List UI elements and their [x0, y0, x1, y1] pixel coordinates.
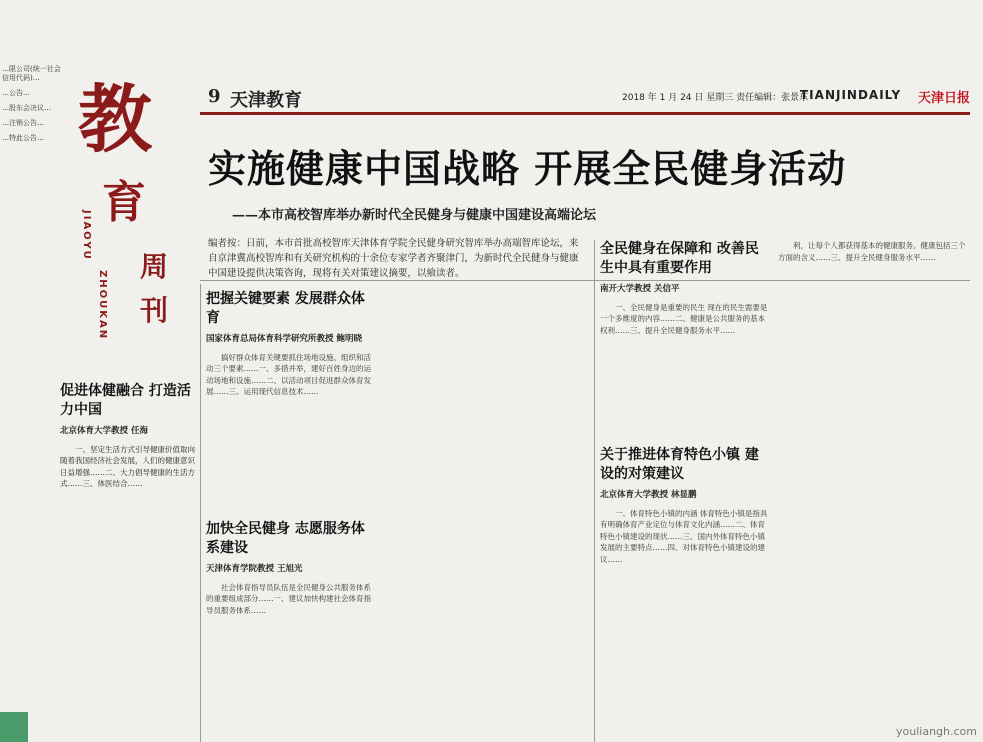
paper-name-chinese: 天津日报	[918, 91, 971, 106]
lead-headline: 实施健康中国战略 开展全民健身活动	[208, 146, 847, 191]
article-block	[600, 446, 770, 742]
site-watermark: youliangh.com	[896, 725, 977, 738]
lead-subhead: ——本市高校智库举办新时代全民健身与健康中国建设高端论坛	[232, 208, 597, 223]
column-rule	[594, 240, 595, 742]
masthead-pinyin-2: ZHOUKAN	[97, 270, 108, 341]
masthead-char-zhou: 周	[140, 250, 169, 283]
masthead-char-kan: 刊	[140, 294, 169, 327]
article-body: 社会体育指导员队伍是全民健身公共服务体系的重要组成部分……一、建议加快构建社会体育指导员服务体系……	[206, 582, 371, 615]
article-title: 关于推进体育特色小镇 建设的对策建议	[600, 447, 759, 482]
section-name: 天津教育	[230, 90, 302, 111]
left-notice-strip	[0, 62, 66, 742]
paper-name-english: TIANJINDAILY	[800, 88, 902, 102]
article-author: 天津体育学院教授 王旭光	[206, 564, 303, 574]
article-title: 加快全民健身 志愿服务体系建设	[206, 521, 365, 556]
notice-item: …股东会决议…	[2, 104, 51, 112]
notice-item: …公告…	[2, 89, 30, 97]
notice-item: …限公司(统一社会信用代码)…	[2, 65, 61, 82]
notice-item: …特此公告…	[2, 134, 44, 142]
article-author: 南开大学教授 关信平	[600, 284, 680, 294]
article-continuation	[778, 240, 968, 742]
masthead-char-jiao: 教	[78, 77, 152, 163]
article-body: 一、全民健身是重要的民生 现在的民生需要是一个多维度的内容……二、健康是公共服务的基本权利……三、提升全民健身服务水平……	[600, 302, 768, 335]
green-corner-mark	[0, 712, 28, 742]
article-author: 北京体育大学教授 任海	[60, 426, 148, 436]
article-author: 国家体育总局体育科学研究所教授 鲍明晓	[206, 334, 362, 344]
editor-note: 编者按：日前，本市首批高校智库天津体育学院全民健身研究智库举办高端智库论坛，来自京津冀高校智库和有关研究机构的十余位专家学者齐聚津门，为新时代全民健身与健康中国建设提供决策咨询，现将有关对策建议摘要，以飨读者。	[208, 238, 579, 279]
dateline: 2018 年 1 月 24 日 星期三 责任编辑：张景东	[622, 93, 809, 103]
section-number: 9	[208, 86, 221, 107]
masthead-char-yu: 育	[102, 177, 146, 228]
article-title: 把握关键要素 发展群众体育	[206, 291, 365, 326]
article-author: 北京体育大学教授 林显鹏	[600, 490, 697, 500]
article-block	[600, 240, 770, 440]
article-title: 促进体健融合 打造活力中国	[60, 383, 191, 418]
column-rule	[200, 284, 201, 742]
article-body: 利，让每个人都获得基本的健康服务。健康包括三个方面的含义……三、提升全民健身服务水平……	[778, 241, 966, 262]
article-block	[206, 290, 376, 530]
masthead-pinyin-1: JIAOYU	[81, 210, 92, 261]
notice-item: …注销公告…	[2, 119, 44, 127]
left-article	[60, 382, 200, 742]
section-header-bar	[200, 84, 970, 115]
article-body: 搞好群众体育关键要抓住场地设施、组织和活动三个要素……一、多措并举，建好百姓身边的运动场地和设施……二、以活动项目促进群众体育发展……三、运用现代信息技术……	[206, 352, 371, 396]
article-title: 全民健身在保障和 改善民生中具有重要作用	[600, 241, 759, 276]
article-body: 一、体育特色小镇的内涵 体育特色小镇是指具有明确体育产业定位与体育文化内涵……二、体育特色小镇建设的现状……三、国内外体育特色小镇发展的主要特点……四、对体育特色小镇建设的建议……	[600, 508, 768, 564]
article-body: 一、坚定生活方式引导健康价值取向 随着我国经济社会发展，人们的健康意识日益增强……二、大力倡导健康的生活方式……三、体医结合……	[60, 444, 195, 488]
article-block	[206, 520, 376, 742]
